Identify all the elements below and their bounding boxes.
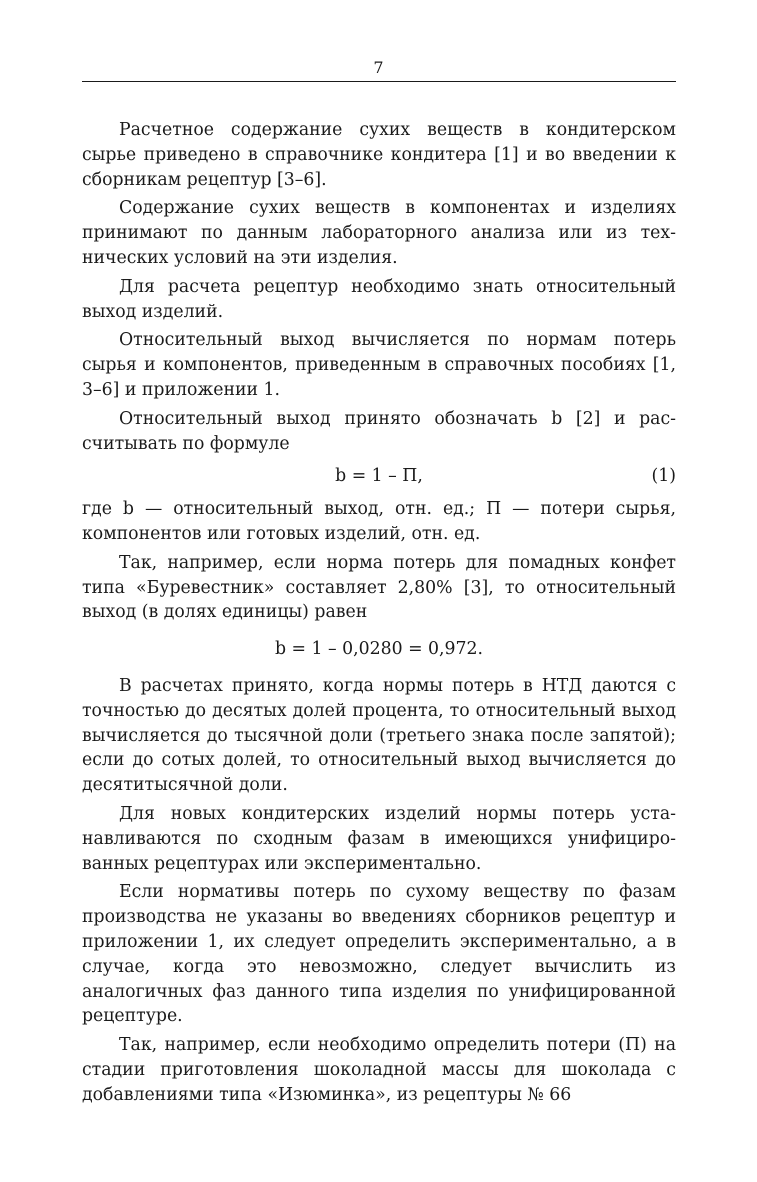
formula-2 bbox=[82, 637, 676, 662]
formula-1-expression: b = 1 – П, bbox=[335, 466, 423, 487]
paragraph-new-products: Для новых кондитерских изделий нормы потерь устанавливаются по сходным фазам в имеющихся унифицированных рецептурах или экспериментально. bbox=[82, 803, 676, 874]
header-rule bbox=[82, 81, 676, 82]
paragraph-formula-intro: Относительный выход принято обозначать b [2] и рассчитывать по формуле bbox=[82, 408, 676, 454]
paragraph-loss-norms: Если нормативы потерь по сухому веществу по фазам производства не указаны во введениях сборников рецептур и приложении 1, их следует определить экспериментально, а в случае, когда это невозможно, следует вычислить из аналогичных фаз данного типа изделия по унифицированной рецептуре. bbox=[82, 882, 676, 1027]
paragraph-precision-rules: В расчетах принято, когда нормы потерь в НТД даются с точностью до десятых долей процента, то относительный выход вычисляется до тысячной доли (третьего знака после запятой); если до сотых долей, то относительный выход вычисляется до десятитысячной доли. bbox=[82, 675, 676, 796]
paragraph-example-izyuminka: Так, например, если необходимо определить потери (П) на стадии приготовления шоколадной массы для шоколада с добавлениями типа «Изюминка», из рецептуры № 66 bbox=[82, 1035, 676, 1105]
paragraph-relative-yield-calc: Относительный выход вычисляется по нормам потерь сырья и компонентов, приведенным в справочных пособиях [1, 3–6] и приложении 1. bbox=[82, 330, 676, 400]
paragraph-formula-legend: где b — относительный выход, отн. ед.; П — потери сырья, компонентов или готовых изделий, отн. ед. bbox=[82, 499, 676, 544]
paragraph-components-content: Содержание сухих веществ в компонентах и изделиях принимают по данным лабораторного анализа или из технических условий на эти изделия. bbox=[82, 198, 676, 268]
formula-1-number: (1) bbox=[651, 466, 676, 487]
page-number: 7 bbox=[373, 58, 384, 77]
formula-2-expression: b = 1 – 0,0280 = 0,972. bbox=[274, 639, 484, 660]
paragraph-relative-yield-need: Для расчета рецептур необходимо знать относительный выход изделий. bbox=[82, 276, 676, 322]
page-body bbox=[82, 118, 676, 1111]
paragraph-example-burevestnik: Так, например, если норма потерь для помадных конфет типа «Буревестник» составляет 2,80% [3], то относительный выход (в долях единицы) равен bbox=[82, 552, 676, 623]
paragraph-dry-matter-content: Расчетное содержание сухих веществ в кондитерском сырье приведено в справочнике кондитера [1] и во введении к сборникам рецептур [3–6]. bbox=[82, 120, 676, 190]
formula-1 bbox=[82, 464, 676, 489]
